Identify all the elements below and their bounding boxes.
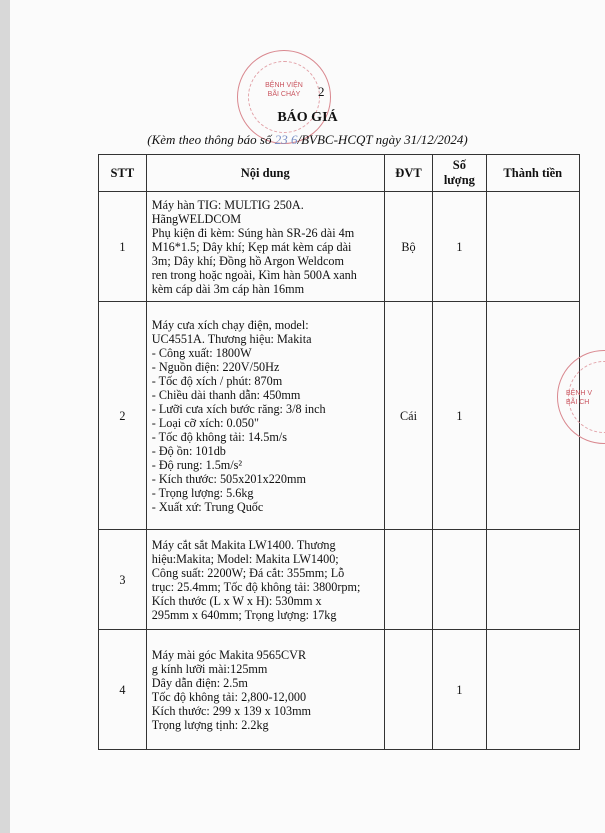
content-line: 3m; Dây khí; Đồng hồ Argon Weldcom bbox=[151, 254, 344, 268]
table-row bbox=[99, 192, 580, 302]
header-so-luong: Số lượng bbox=[433, 155, 486, 192]
header-dvt: ĐVT bbox=[384, 155, 432, 192]
subtitle-prefix: (Kèm theo thông báo số bbox=[147, 132, 275, 147]
cell-so-luong: 1 bbox=[433, 630, 486, 750]
stamp-text-line1: BỆNH VIỆN bbox=[265, 82, 303, 89]
header-thanh-tien: Thành tiền bbox=[486, 155, 579, 192]
stamp-text-line1: BỆNH V bbox=[566, 390, 593, 397]
content-line: Máy mài góc Makita 9565CVR bbox=[151, 648, 307, 662]
content-line: g kính lưỡi mài:125mm bbox=[151, 662, 268, 676]
table-header-row bbox=[99, 155, 580, 192]
cell-so-luong: 1 bbox=[433, 302, 486, 530]
cell-noi-dung bbox=[146, 302, 384, 530]
content-line: - Tốc độ xích / phút: 870m bbox=[151, 374, 283, 388]
cell-thanh-tien bbox=[486, 192, 579, 302]
content-line: - Nguồn điện: 220V/50Hz bbox=[151, 360, 280, 374]
content-line: M16*1.5; Dây khí; Kẹp mát kèm cáp dài bbox=[151, 240, 352, 254]
hospital-stamp-top bbox=[237, 50, 331, 144]
content-line: Máy cưa xích chạy điện, model: bbox=[151, 318, 309, 332]
content-line: - Kích thước: 505x201x220mm bbox=[151, 472, 306, 486]
cell-noi-dung bbox=[146, 530, 384, 630]
cell-noi-dung bbox=[146, 192, 384, 302]
content-line: Phụ kiện đi kèm: Súng hàn SR-26 dài 4m bbox=[151, 226, 355, 240]
quotation-table bbox=[98, 154, 580, 750]
content-line: hiệu:Makita; Model: Makita LW1400; bbox=[151, 552, 339, 566]
cell-stt: 4 bbox=[99, 630, 147, 750]
content-line: Dây dẫn điện: 2.5m bbox=[151, 676, 248, 690]
header-stt: STT bbox=[99, 155, 147, 192]
content-line: - Tốc độ không tải: 14.5m/s bbox=[151, 430, 287, 444]
content-line: - Trọng lượng: 5.6kg bbox=[151, 486, 254, 500]
cell-stt: 2 bbox=[99, 302, 147, 530]
content-line: - Lưỡi cưa xích bước răng: 3/8 inch bbox=[151, 402, 326, 416]
header-noi-dung: Nội dung bbox=[146, 155, 384, 192]
content-line: Kích thước: 299 x 139 x 103mm bbox=[151, 704, 312, 718]
cell-thanh-tien bbox=[486, 530, 579, 630]
document-subtitle bbox=[10, 132, 605, 148]
cell-thanh-tien bbox=[486, 630, 579, 750]
cell-so-luong: 1 bbox=[433, 192, 486, 302]
cell-dvt bbox=[384, 530, 432, 630]
content-line: Tốc độ không tải: 2,800-12,000 bbox=[151, 690, 307, 704]
content-line: Máy cắt sắt Makita LW1400. Thương bbox=[151, 538, 336, 552]
content-line: trục: 25.4mm; Tốc độ không tải: 3800rpm; bbox=[151, 580, 361, 594]
content-line: kèm cáp dài 3m cáp hàn 16mm bbox=[151, 282, 305, 296]
table-row bbox=[99, 302, 580, 530]
content-line: HãngWELDCOM bbox=[151, 212, 242, 226]
stamp-text-line2: BÃI CH bbox=[566, 399, 590, 406]
content-line: - Loại cỡ xích: 0.050" bbox=[151, 416, 259, 430]
table-row bbox=[99, 530, 580, 630]
content-line: - Công xuất: 1800W bbox=[151, 346, 252, 360]
content-line: - Chiều dài thanh dẫn: 450mm bbox=[151, 388, 301, 402]
cell-noi-dung bbox=[146, 630, 384, 750]
content-line: UC4551A. Thương hiệu: Makita bbox=[151, 332, 312, 346]
content-line: Công suất: 2200W; Đá cắt: 355mm; Lỗ bbox=[151, 566, 345, 580]
content-line: - Độ ồn: 101db bbox=[151, 444, 226, 458]
document-page bbox=[10, 0, 605, 833]
content-line: ren trong hoặc ngoài, Kìm hàn 500A xanh bbox=[151, 268, 357, 282]
cell-stt: 1 bbox=[99, 192, 147, 302]
content-line: 295mm x 640mm; Trọng lượng: 17kg bbox=[151, 608, 337, 622]
content-line: Trọng lượng tịnh: 2.2kg bbox=[151, 718, 269, 732]
cell-stt: 3 bbox=[99, 530, 147, 630]
stamp-text-line2: BÃI CHÁY bbox=[267, 91, 301, 98]
cell-dvt bbox=[384, 630, 432, 750]
document-title: BÁO GIÁ bbox=[277, 110, 338, 125]
page-number: 2 bbox=[318, 84, 325, 99]
content-line: Kích thước (L x W x H): 530mm x bbox=[151, 594, 322, 608]
subtitle-suffix: /BVBC-HCQT ngày 31/12/2024) bbox=[297, 132, 468, 147]
subtitle-handwritten-number: 23 6 bbox=[274, 132, 298, 147]
content-line: - Xuất xứ: Trung Quốc bbox=[151, 500, 264, 514]
content-line: Máy hàn TIG: MULTIG 250A. bbox=[151, 198, 304, 212]
table-row bbox=[99, 630, 580, 750]
content-line: - Độ rung: 1.5m/s² bbox=[151, 458, 243, 472]
cell-dvt: Cái bbox=[384, 302, 432, 530]
cell-dvt: Bộ bbox=[384, 192, 432, 302]
cell-so-luong bbox=[433, 530, 486, 630]
